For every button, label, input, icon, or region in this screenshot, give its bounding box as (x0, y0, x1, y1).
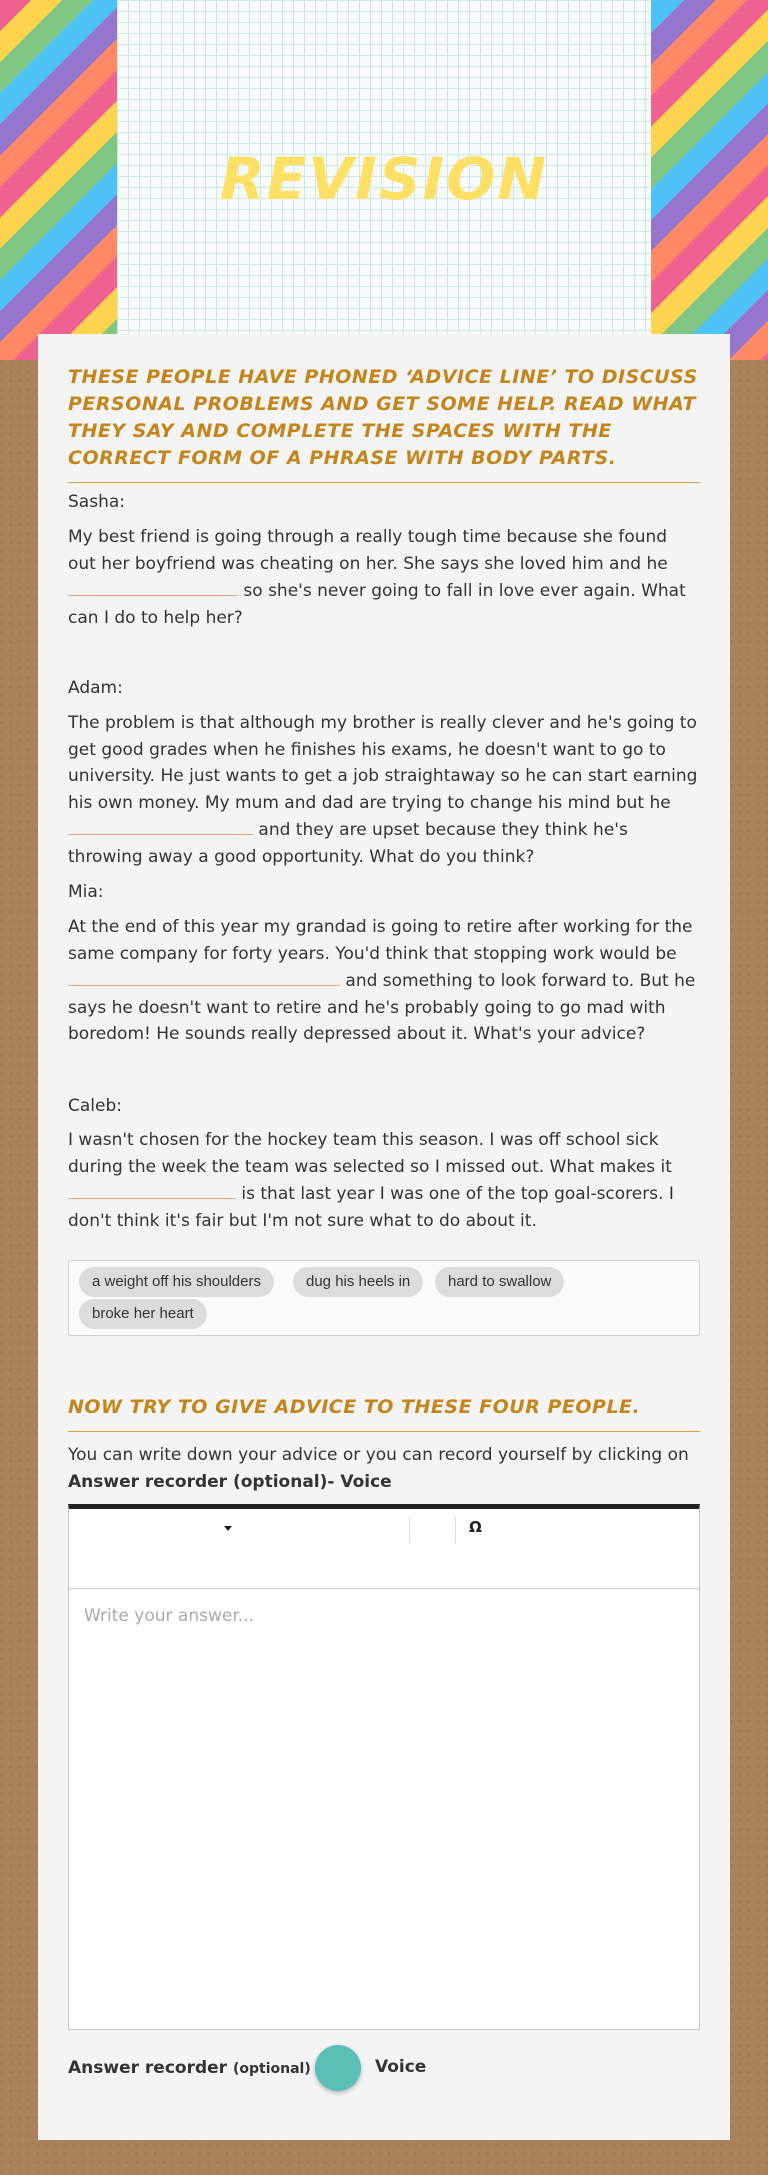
format-dropdown[interactable] (69, 1509, 409, 1549)
problem-text: The problem is that although my brother is really clever and he's going to get good grades when he finishes his exams, he doesn't want to go to university. He just wants to get a job straightaway so he can start earning his own money. My mum and dad are trying to change his mind but he and they are upset because they think he's throwing away a good opportunity. What do you think? (68, 713, 698, 867)
answer-blank[interactable] (68, 577, 238, 596)
speaker-name: Adam: (68, 678, 123, 698)
worksheet-card (38, 334, 730, 2140)
answer-textarea[interactable]: Write your answer... (84, 1606, 254, 1626)
toolbar-divider (455, 1517, 456, 1543)
speaker-name: Mia: (68, 882, 104, 902)
answer-recorder (68, 2044, 700, 2094)
answer-blank[interactable] (68, 967, 340, 986)
speaker-name: Caleb: (68, 1096, 122, 1116)
answer-editor (68, 1504, 700, 2030)
word-chip[interactable]: broke her heart (79, 1299, 207, 1329)
exercise2-heading: NOW TRY TO GIVE ADVICE TO THESE FOUR PEOPLE. (68, 1394, 700, 1432)
toolbar-divider (409, 1517, 410, 1543)
record-button[interactable] (315, 2045, 361, 2091)
exercise2-instruction: You can write down your advice or you can record yourself by clicking on Answer recorder (optional)- Voice (68, 1445, 689, 1492)
header-banner (0, 0, 768, 360)
answer-blank[interactable] (68, 1180, 236, 1199)
problem-text: I wasn't chosen for the hockey team this season. I was off school sick during the week the team was selected so I missed out. What makes it is that last year I was one of the top goal-scorers. I don't think it's fair but I'm not sure what to do about it. (68, 1130, 674, 1231)
exercise1-heading: THESE PEOPLE HAVE PHONED ‘ADVICE LINE’ TO DISCUSS PERSONAL PROBLEMS AND GET SOME HELP. READ WHAT THEY SAY AND COMPLETE THE SPACES WITH THE CORRECT FORM OF A PHRASE WITH BODY PARTS. (68, 364, 700, 483)
answer-blank[interactable] (68, 816, 253, 835)
chevron-down-icon (224, 1526, 232, 1531)
word-bank (68, 1260, 700, 1336)
word-chip[interactable]: a weight off his shoulders (79, 1267, 274, 1297)
editor-toolbar (69, 1509, 699, 1589)
problem-text: At the end of this year my grandad is going to retire after working for the same company for forty years. You'd think that stopping work would be and something to look forward to. But he says he doesn't want to retire and he's probably going to go mad with boredom! He sounds really depressed about it. What's your advice? (68, 917, 696, 1044)
speaker-name: Sasha: (68, 492, 125, 512)
voice-label: Voice (375, 2057, 427, 2077)
recorder-label: Answer recorder (optional) (68, 2058, 311, 2078)
word-chip[interactable]: hard to swallow (435, 1267, 564, 1297)
problem-text: My best friend is going through a really tough time because she found out her boyfriend was cheating on her. She says she loved him and he so she's never going to fall in love ever again. What can I do to help her? (68, 527, 686, 628)
word-chip[interactable]: dug his heels in (293, 1267, 423, 1297)
special-character-button[interactable]: Ω (469, 1518, 482, 1536)
page-title: REVISION (220, 145, 548, 213)
